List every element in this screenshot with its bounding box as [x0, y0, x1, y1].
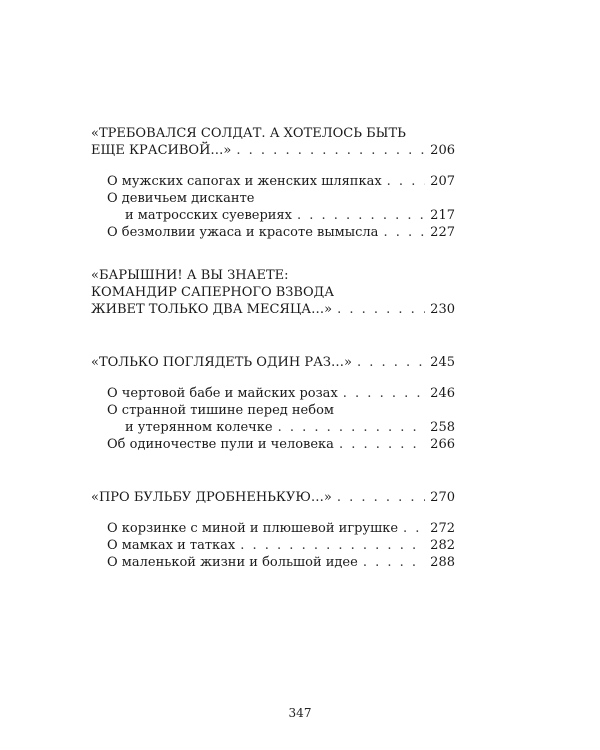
section-title: «ТОЛЬКО ПОГЛЯДЕТЬ ОДИН РАЗ…» [91, 355, 352, 370]
dot-leader [363, 554, 425, 571]
dot-leader [278, 419, 426, 436]
entry-title: О корзинке с миной и плюшевой игрушке [107, 521, 399, 536]
page-number: 347 [288, 706, 312, 720]
page-ref: 258 [430, 420, 455, 435]
entry-title: О маленькой жизни и большой идее [107, 555, 358, 570]
entry-title: О девичьем дисканте [107, 191, 255, 206]
section-title-line [91, 125, 455, 142]
page-ref: 282 [430, 538, 455, 553]
dot-leader [403, 520, 425, 537]
page-ref: 227 [430, 225, 455, 240]
toc-entry [91, 436, 455, 453]
toc-entry-continued [91, 419, 455, 436]
entry-title: О странной тишине перед небом [107, 403, 335, 418]
toc-entry [91, 190, 455, 207]
entry-title: О безмолвии ужаса и красоте вымысла [107, 225, 379, 240]
page-ref: 245 [430, 355, 455, 370]
page-ref: 288 [430, 555, 455, 570]
section-title-line [91, 489, 455, 506]
entry-title: Об одиночестве пули и человека [107, 437, 334, 452]
section-title-line [91, 354, 455, 371]
page-ref: 272 [430, 521, 455, 536]
toc-entry [91, 537, 455, 554]
dot-leader [297, 207, 425, 224]
entry-title: О мужских сапогах и женских шляпках [107, 174, 382, 189]
page-ref: 230 [430, 302, 455, 317]
dot-leader [343, 385, 425, 402]
entry-title: О мамках и татках [107, 538, 236, 553]
section-title: КОМАНДИР САПЕРНОГО ВЗВОДА [91, 285, 335, 300]
toc-entry [91, 554, 455, 571]
toc-entry [91, 402, 455, 419]
dot-leader [240, 537, 425, 554]
entry-title: О чертовой бабе и майских розах [107, 386, 338, 401]
section-title-line [91, 301, 455, 318]
entry-title: и утерянном колечке [125, 420, 273, 435]
page-ref: 246 [430, 386, 455, 401]
page-ref: 266 [430, 437, 455, 452]
section-title-line [91, 142, 455, 159]
dot-leader [236, 142, 425, 159]
dot-leader [337, 301, 425, 318]
dot-leader [387, 173, 426, 190]
entry-title: и матросских суевериях [125, 208, 292, 223]
dot-leader [337, 489, 425, 506]
section-title: «ТРЕБОВАЛСЯ СОЛДАТ. А ХОТЕЛОСЬ БЫТЬ [91, 126, 406, 141]
page-ref: 270 [430, 490, 455, 505]
toc-entry [91, 173, 455, 190]
dot-leader [383, 224, 425, 241]
toc-entry [91, 520, 455, 537]
section-title: ЖИВЕТ ТОЛЬКО ДВА МЕСЯЦА…» [91, 302, 333, 317]
page-ref: 206 [430, 143, 455, 158]
section-title: «ПРО БУЛЬБУ ДРОБНЕНЬКУЮ…» [91, 490, 332, 505]
page-ref: 217 [430, 208, 455, 223]
toc-entry-continued [91, 207, 455, 224]
table-of-contents [91, 125, 455, 571]
dot-leader [339, 436, 425, 453]
section-title: ЕЩЕ КРАСИВОЙ…» [91, 143, 232, 158]
toc-section-4 [91, 489, 455, 571]
toc-section-2 [91, 267, 455, 318]
toc-entry [91, 385, 455, 402]
section-title: «БАРЫШНИ! А ВЫ ЗНАЕТЕ: [91, 268, 289, 283]
page-ref: 207 [430, 174, 455, 189]
toc-section-1 [91, 125, 455, 241]
section-title-line [91, 267, 455, 284]
section-title-line [91, 284, 455, 301]
toc-entry [91, 224, 455, 241]
dot-leader [357, 354, 425, 371]
toc-section-3 [91, 354, 455, 453]
